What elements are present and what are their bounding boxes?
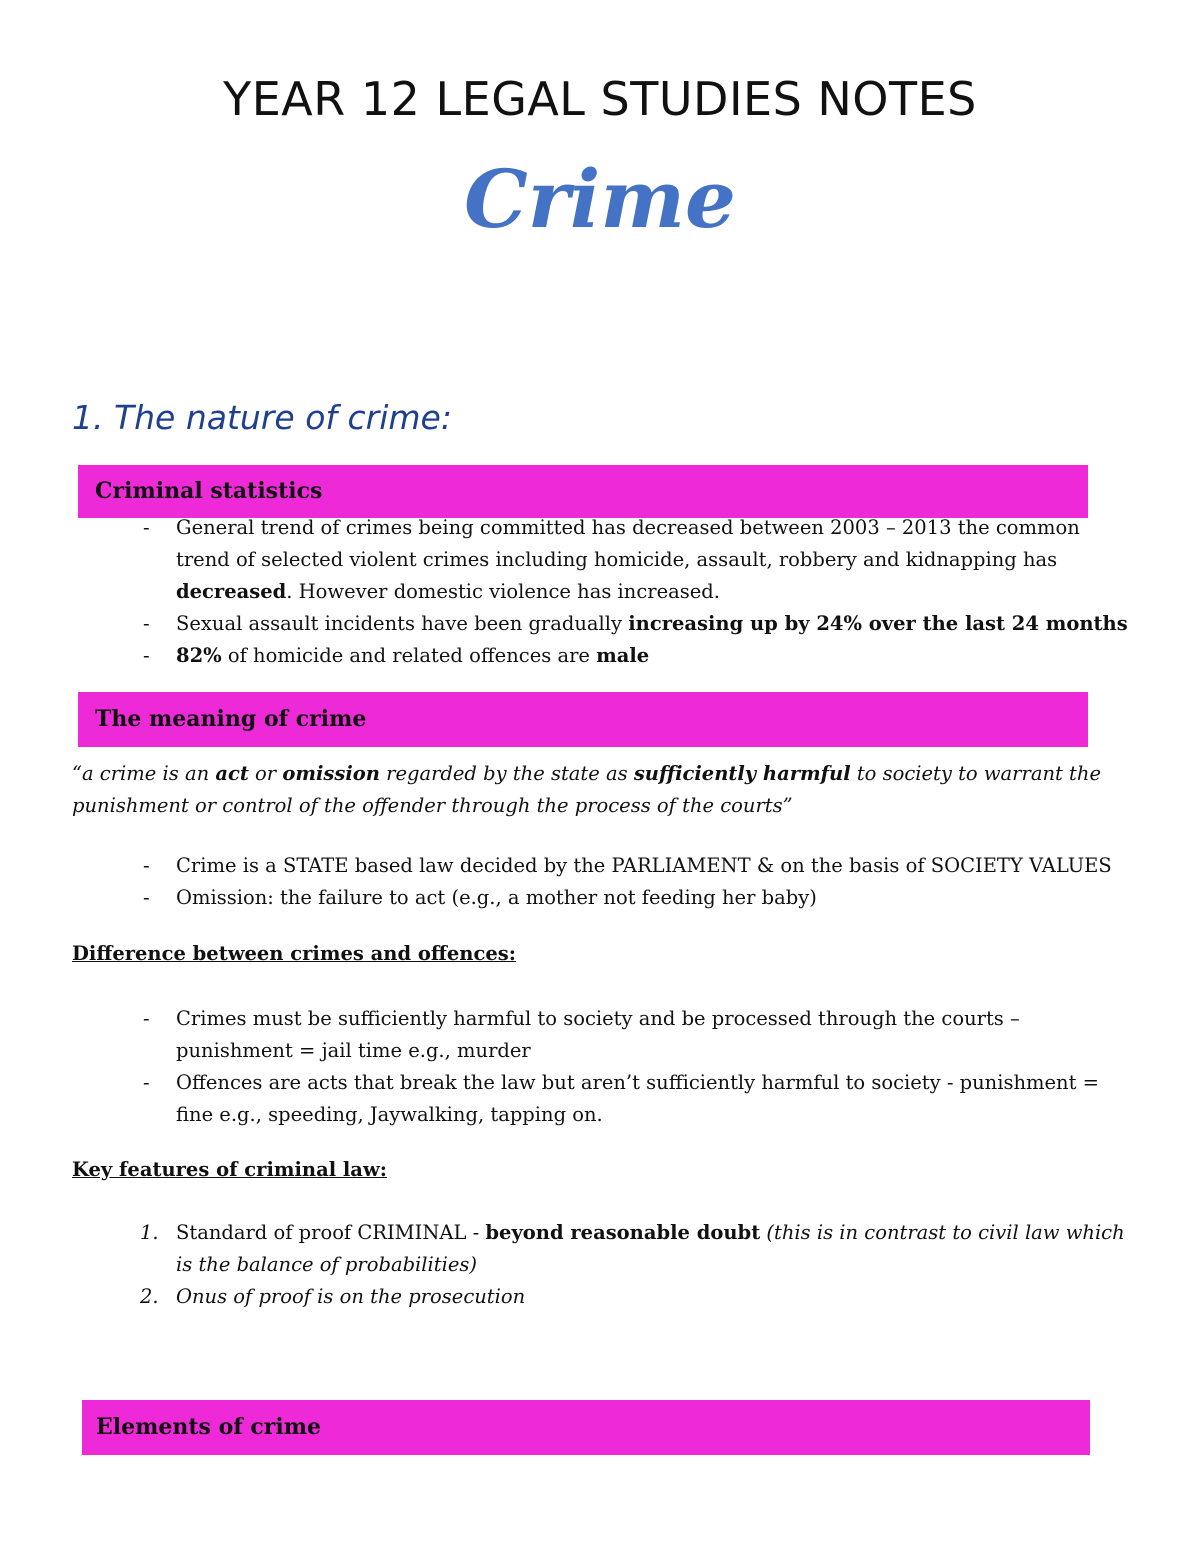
bullet-dash: -: [143, 516, 150, 539]
elements-of-crime-bar: [82, 1400, 1090, 1455]
bullet-dash: -: [143, 886, 150, 909]
list-item: [176, 640, 649, 672]
list-item: Offences are acts that break the law but aren’t sufficiently harmful to society - punishment =: [176, 1071, 1099, 1094]
italic-text: (this is in contrast to civil law which: [760, 1221, 1125, 1244]
bold-text: male: [596, 644, 650, 667]
list-number: 2.: [140, 1285, 159, 1308]
bold-text: beyond reasonable doubt: [485, 1221, 761, 1244]
key-features-list: [0, 1217, 1200, 1317]
text: “a crime is an: [72, 762, 216, 785]
meaning-list: [0, 850, 1200, 920]
list-item: General trend of crimes being committed has decreased between 2003 – 2013 the common: [176, 516, 1080, 539]
list-item: [176, 576, 720, 608]
bullet-dash: -: [143, 854, 150, 877]
list-item: [176, 608, 1128, 640]
bullet-dash: -: [143, 644, 150, 667]
quote-line: punishment or control of the offender through the process of the courts”: [72, 794, 793, 817]
bullet-dash: -: [143, 1007, 150, 1030]
list-item: fine e.g., speeding, Jaywalking, tapping on.: [176, 1103, 603, 1126]
text: of homicide and related offences are: [221, 644, 597, 667]
key-features-heading: Key features of criminal law:: [72, 1158, 387, 1181]
list-item: Crime is a STATE based law decided by the PARLIAMENT & on the basis of SOCIETY VALUES: [176, 854, 1112, 877]
meaning-of-crime-bar: [78, 692, 1088, 747]
text: to society to warrant the: [850, 762, 1101, 785]
meaning-of-crime-heading: The meaning of crime: [95, 706, 367, 732]
text: . However domestic violence has increased.: [286, 580, 720, 603]
difference-heading: Difference between crimes and offences:: [72, 942, 516, 965]
bold-text: sufficiently harmful: [633, 762, 851, 785]
section-heading: 1. The nature of crime:: [72, 398, 452, 437]
bold-text: increasing up by 24% over the last 24 months: [628, 612, 1128, 635]
criminal-statistics-heading: Criminal statistics: [95, 478, 323, 504]
document-title: YEAR 12 LEGAL STUDIES NOTES: [223, 72, 977, 126]
text: regarded by the state as: [379, 762, 634, 785]
list-item: Crimes must be sufficiently harmful to society and be processed through the courts –: [176, 1007, 1020, 1030]
difference-list: [0, 1003, 1200, 1133]
text: Sexual assault incidents have been gradually: [176, 612, 629, 635]
bold-text: act: [215, 762, 249, 785]
bold-text: omission: [282, 762, 380, 785]
elements-of-crime-heading: Elements of crime: [96, 1414, 322, 1440]
list-item: is the balance of probabilities): [176, 1253, 477, 1276]
quote-line: [72, 758, 1172, 790]
crime-definition-quote: [72, 758, 1172, 822]
list-item: trend of selected violent crimes including homicide, assault, robbery and kidnapping has: [176, 548, 1058, 571]
criminal-statistics-list: [0, 508, 1200, 678]
document-subtitle: Crime: [464, 152, 736, 246]
list-number: 1.: [140, 1221, 159, 1244]
text: Standard of proof CRIMINAL -: [176, 1221, 486, 1244]
bold-text: 82%: [176, 644, 222, 667]
bullet-dash: -: [143, 612, 150, 635]
text: or: [248, 762, 283, 785]
list-item: punishment = jail time e.g., murder: [176, 1039, 531, 1062]
list-item: Onus of proof is on the prosecution: [176, 1285, 526, 1308]
list-item: [176, 1217, 1125, 1249]
list-item: Omission: the failure to act (e.g., a mother not feeding her baby): [176, 886, 817, 909]
bullet-dash: -: [143, 1071, 150, 1094]
bold-text: decreased: [176, 580, 287, 603]
